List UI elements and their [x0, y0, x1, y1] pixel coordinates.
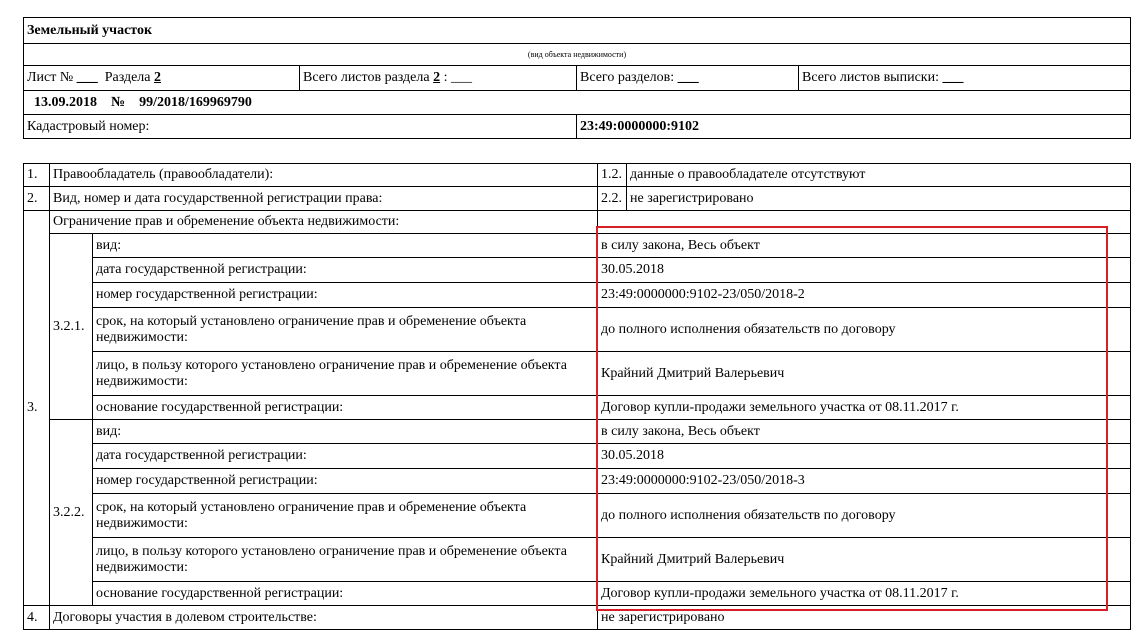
total-sections-value: ___	[677, 70, 699, 85]
field-value: до полного исполнения обязательств по договору	[598, 308, 1131, 352]
row-subnumber: 2.2.	[598, 187, 627, 211]
field-label: лицо, в пользу которого установлено ограничение прав и обременение объекта недвижимости:	[93, 352, 598, 396]
field-label: срок, на который установлено ограничение прав и обременение объекта недвижимости:	[93, 308, 598, 352]
table-row	[24, 352, 1131, 396]
total-sections-label: Всего разделов:	[580, 70, 675, 85]
extract-header	[23, 17, 1131, 139]
table-row	[24, 469, 1131, 494]
field-label: вид:	[93, 420, 598, 444]
table-row	[24, 164, 1131, 187]
field-value: 30.05.2018	[598, 258, 1131, 283]
row-number: 4.	[24, 606, 50, 630]
total-sheets-section-suffix: : ___	[443, 70, 472, 85]
total-sheets-section	[300, 66, 577, 91]
field-label: номер государственной регистрации:	[93, 469, 598, 494]
field-label: основание государственной регистрации:	[93, 582, 598, 606]
table-row	[24, 582, 1131, 606]
table-row	[24, 396, 1131, 420]
table-row	[24, 444, 1131, 469]
field-value: Крайний Дмитрий Валерьевич	[598, 538, 1131, 582]
row-label: Правообладатель (правообладатели):	[50, 164, 598, 187]
row-label: Договоры участия в долевом строительстве:	[50, 606, 598, 630]
row-label: Ограничение прав и обременение объекта недвижимости:	[50, 211, 598, 234]
row-value: не зарегистрировано	[598, 606, 1131, 630]
row-value: не зарегистрировано	[627, 187, 1131, 211]
field-value: Договор купли-продажи земельного участка от 08.11.2017 г.	[598, 396, 1131, 420]
total-sheets-extract-label: Всего листов выписки:	[802, 70, 939, 85]
table-row	[24, 606, 1131, 630]
field-value: в силу закона, Весь объект	[598, 234, 1131, 258]
table-row	[24, 494, 1131, 538]
encumbrance-table	[23, 163, 1131, 630]
cadastral-value: 23:49:0000000:9102	[577, 115, 1131, 139]
row-label: Вид, номер и дата государственной регистрации права:	[50, 187, 598, 211]
row-number: 3.	[24, 211, 50, 606]
table-row	[24, 211, 1131, 234]
number-sign: №	[111, 94, 126, 110]
total-sheets-section-label: Всего листов раздела	[303, 70, 430, 85]
field-value: в силу закона, Весь объект	[598, 420, 1131, 444]
sheet-value: ___	[76, 70, 98, 85]
field-value: Крайний Дмитрий Валерьевич	[598, 352, 1131, 396]
table-row	[24, 420, 1131, 444]
section-label: Раздела	[104, 70, 151, 85]
row-value-empty	[598, 211, 1131, 234]
object-type: Земельный участок	[24, 18, 1131, 44]
field-value: 23:49:0000000:9102-23/050/2018-2	[598, 283, 1131, 308]
total-sheets-extract-value: ___	[942, 70, 964, 85]
cadastral-label: Кадастровый номер:	[24, 115, 577, 139]
field-label: номер государственной регистрации:	[93, 283, 598, 308]
field-label: срок, на который установлено ограничение прав и обременение объекта недвижимости:	[93, 494, 598, 538]
table-row	[24, 234, 1131, 258]
total-sheets-section-value: 2	[433, 70, 441, 85]
field-value: Договор купли-продажи земельного участка от 08.11.2017 г.	[598, 582, 1131, 606]
section-value: 2	[154, 70, 162, 85]
field-value: до полного исполнения обязательств по договору	[598, 494, 1131, 538]
table-row	[24, 283, 1131, 308]
table-row	[24, 187, 1131, 211]
sheet-label: Лист №	[27, 70, 74, 85]
field-label: дата государственной регистрации:	[93, 258, 598, 283]
field-label: основание государственной регистрации:	[93, 396, 598, 420]
field-value: 23:49:0000000:9102-23/050/2018-3	[598, 469, 1131, 494]
date-number	[24, 91, 1131, 115]
table-row	[24, 538, 1131, 582]
item-number: 3.2.1.	[50, 234, 93, 420]
row-subnumber: 1.2.	[598, 164, 627, 187]
row-value: данные о правообладателе отсутствуют	[627, 164, 1131, 187]
row-number: 1.	[24, 164, 50, 187]
field-label: лицо, в пользу которого установлено ограничение прав и обременение объекта недвижимости:	[93, 538, 598, 582]
extract-number: 99/2018/169969790	[139, 94, 252, 110]
table-row	[24, 308, 1131, 352]
field-label: дата государственной регистрации:	[93, 444, 598, 469]
object-type-caption: (вид объекта недвижимости)	[24, 44, 1131, 66]
total-sheets-extract	[799, 66, 1131, 91]
extract-date: 13.09.2018	[34, 94, 97, 110]
total-sections	[577, 66, 799, 91]
row-number: 2.	[24, 187, 50, 211]
field-label: вид:	[93, 234, 598, 258]
table-row	[24, 258, 1131, 283]
sheet-info	[24, 66, 300, 91]
item-number: 3.2.2.	[50, 420, 93, 606]
field-value: 30.05.2018	[598, 444, 1131, 469]
